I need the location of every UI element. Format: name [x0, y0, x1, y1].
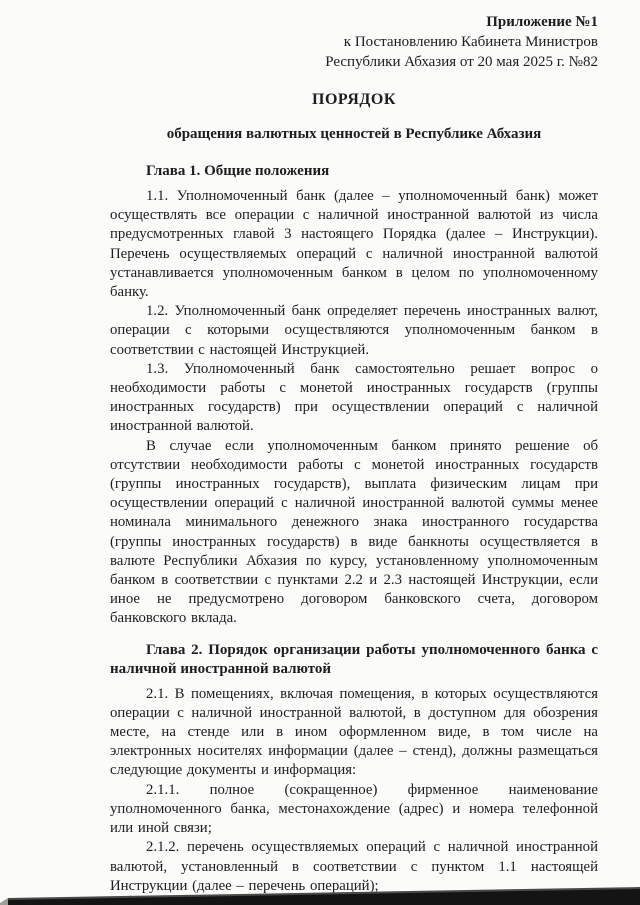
scan-bottom-edge-artifact [0, 879, 640, 905]
paragraph-2-1-1: 2.1.1. полное (сокращенное) фирменное наименование уполномоченного банка, местонахождение (адрес) и номера телефонной или иной связи; [110, 781, 598, 837]
document-subtitle: обращения валютных ценностей в Республике Абхазия [166, 126, 542, 142]
paragraph-1-3-continued: В случае если уполномоченным банком принято решение об отсутствии необходимости работы с монетой иностранных государств (группы иностранных государств), выплата физическим лицам при осуществлении операций с наличной иностранной валютой суммы менее номинала минимального денежного знака иностранного государства (группы иностранных государств) в виде банкноты осуществляется в валюте Республики Абхазия по курсу, установленному уполномоченным банком в соответствии с пунктами 2.2 и 2.3 настоящей Инструкции, если иное не предусмотрено договором банковского счета, договором банковского вклада. [110, 437, 598, 627]
paragraph-1-3: 1.3. Уполномоченный банк самостоятельно решает вопрос о необходимости работы с монетой иностранных государств (группы иностранных государств) при осуществлении операций с наличной иностранной валютой. [110, 360, 598, 435]
paragraph-2-1-2: 2.1.2. перечень осуществляемых операций с наличной иностранной валютой, установленный в соответствии с пунктом 1.1 настоящей Инструкции (далее – перечень операций); [110, 839, 598, 894]
document-title: ПОРЯДОК [312, 91, 396, 108]
document-header [110, 12, 598, 72]
chapter-1-heading: Глава 1. Общие положения [146, 163, 330, 179]
paragraph-2-1: 2.1. В помещениях, включая помещения, в которых осуществляются операции с наличной иностранной валютой, в доступном для обозрения месте, на стенде или в ином оформленном виде, в том числе на электронных носителях информации (далее – стенд), должны размещаться следующие документы и информация: [110, 685, 598, 779]
paragraph-1-1: 1.1. Уполномоченный банк (далее – уполномоченный банк) может осуществлять все операции с наличной иностранной валютой из числа предусмотренных главой 3 настоящего Порядка (далее – Инструкции). Перечень осуществляемых операций с наличной иностранной валютой устанавливается уполномоченным банком в целом по уполномоченному банку. [110, 188, 598, 301]
decree-reference-line-1: к Постановлению Кабинета Министров [343, 34, 598, 50]
paragraph-1-2: 1.2. Уполномоченный банк определяет перечень иностранных валют, операции с которыми осуществляются уполномоченным банком в соответствии с настоящей Инструкцией. [110, 303, 598, 358]
annex-number-label: Приложение №1 [486, 14, 598, 30]
decree-reference-line-2: Республики Абхазия от 20 мая 2025 г. №82 [325, 54, 598, 70]
chapter-2-heading: Глава 2. Порядок организации работы уполномоченного банка с наличной иностранной валютой [110, 641, 598, 677]
